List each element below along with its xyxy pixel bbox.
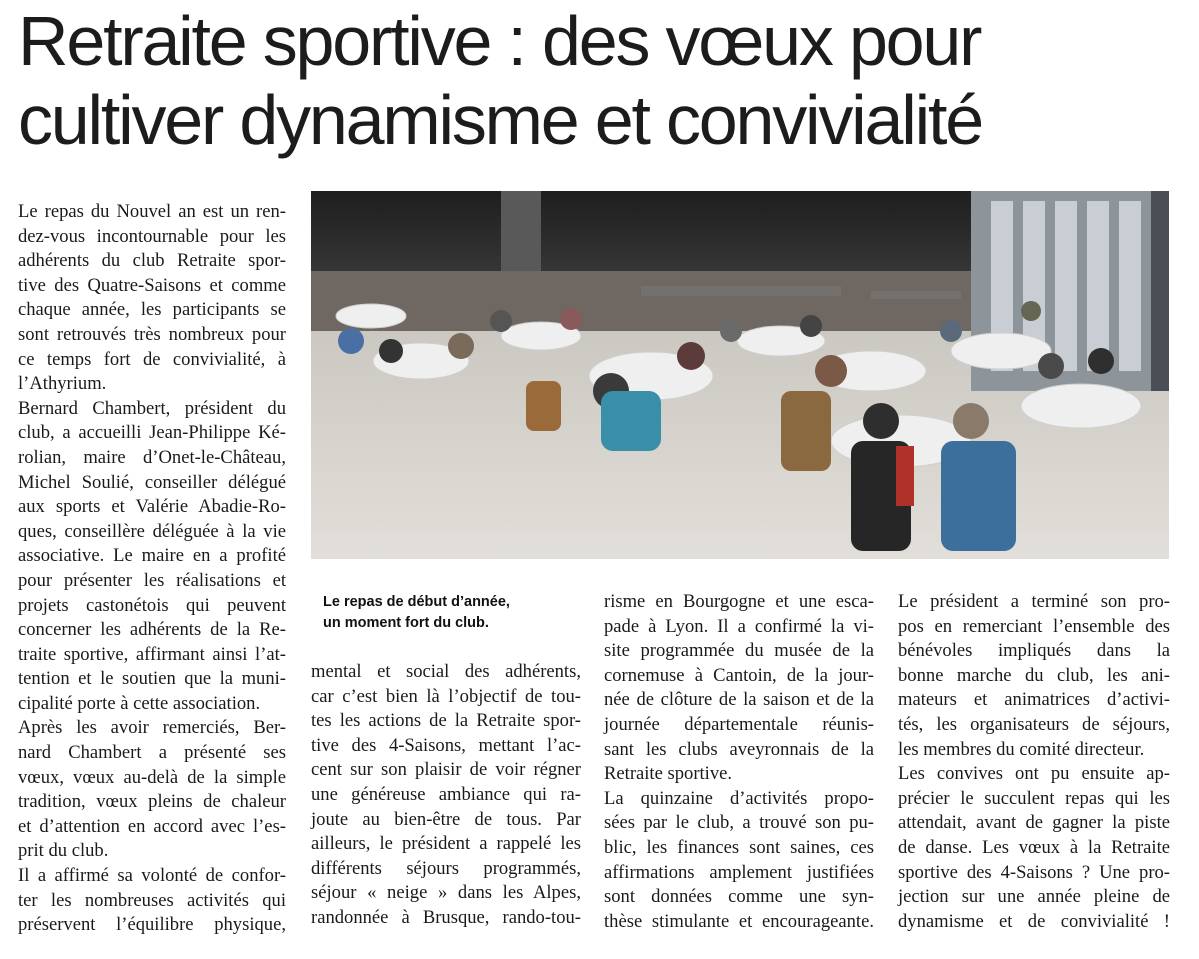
text-line: site programmée du musée de la bbox=[604, 640, 874, 662]
text-line: pade à Lyon. Il a confirmé la vi- bbox=[604, 615, 874, 637]
text-line: journée départementale réunis- bbox=[604, 713, 874, 735]
text-line: ques, conseillère déléguée à la vie bbox=[18, 520, 286, 542]
text-line: les membres du comité directeur. bbox=[898, 738, 1145, 760]
text-line: pos en remerciant l’ensemble des bbox=[898, 615, 1170, 637]
text-line: Les convives ont pu ensuite ap- bbox=[898, 763, 1170, 785]
text-line: vœux, vœux au-delà de la simple bbox=[18, 766, 286, 788]
photo-caption bbox=[323, 592, 583, 634]
text-line: mental et social des adhérents, bbox=[311, 661, 581, 682]
article-column-2 bbox=[311, 660, 581, 931]
headline-line-2: cultiver dynamisme et convivialité bbox=[18, 81, 982, 159]
article-column-1 bbox=[18, 200, 286, 938]
text-line: concerner les adhérents de la Re- bbox=[18, 619, 286, 641]
text-line: ter les nombreuses activités qui bbox=[18, 889, 286, 911]
text-line: associative. Le maire en a profité bbox=[18, 545, 286, 567]
caption-line-2: un moment fort du club. bbox=[323, 615, 489, 631]
text-line: chaque année, les participants se bbox=[18, 299, 286, 321]
headline-line-1: Retraite sportive : des vœux pour bbox=[18, 2, 981, 80]
text-line: joute au bien-être de tous. Par bbox=[311, 808, 581, 830]
text-line: bonne marche du club, les ani- bbox=[898, 664, 1170, 686]
text-line: sont données comme une syn- bbox=[604, 886, 874, 908]
text-line: aux sports et Valérie Abadie-Ro- bbox=[18, 496, 286, 518]
text-line: tradition, vœux pleins de chaleur bbox=[18, 791, 286, 813]
article-column-4 bbox=[898, 590, 1170, 934]
text-line: séjour « neige » dans les Alpes, bbox=[311, 882, 581, 904]
text-line: Après les avoir remerciés, Ber- bbox=[18, 717, 286, 739]
text-line: précier le succulent repas qui les bbox=[898, 787, 1170, 809]
text-line: tes les actions de la Retraite spor- bbox=[311, 710, 581, 732]
text-line: La quinzaine d’activités propo- bbox=[604, 787, 874, 809]
text-line: dez-vous incontournable pour les bbox=[18, 225, 286, 247]
text-line: Il a affirmé sa volonté de confor- bbox=[18, 865, 286, 887]
text-line: Bernard Chambert, président du bbox=[18, 397, 286, 419]
text-line: sant les clubs aveyronnais de la bbox=[604, 738, 874, 760]
headline bbox=[18, 2, 1188, 160]
text-line: dynamisme et de convivialité ! bbox=[898, 910, 1170, 932]
text-line: ailleurs, le président a rappelé les bbox=[311, 833, 581, 855]
text-line: l’Athyrium. bbox=[18, 373, 107, 395]
text-line: nard Chambert a présenté ses bbox=[18, 742, 286, 764]
caption-line-1: Le repas de début d’année, bbox=[323, 594, 510, 610]
text-line: risme en Bourgogne et une esca- bbox=[604, 591, 874, 612]
text-line: sont retrouvés très nombreux pour bbox=[18, 323, 286, 345]
text-line: tés, les organisateurs de séjours, bbox=[898, 713, 1170, 735]
text-line: projets castonétois qui peuvent bbox=[18, 594, 286, 616]
text-line: ce temps fort de convivialité, à bbox=[18, 348, 286, 370]
article-photo bbox=[311, 191, 1169, 559]
text-line: affirmations amplement justifiées bbox=[604, 861, 874, 883]
text-line: tive des Quatre-Saisons et comme bbox=[18, 274, 286, 296]
text-line: Retraite sportive. bbox=[604, 763, 733, 785]
text-line: traite sportive, affirmant ainsi l’at- bbox=[18, 643, 286, 665]
article-column-3 bbox=[604, 590, 874, 934]
text-line: cipalité porte à cette association. bbox=[18, 692, 261, 714]
text-line: Le repas du Nouvel an est un ren- bbox=[18, 201, 286, 222]
text-line: née de clôture de la saison et de la bbox=[604, 689, 874, 711]
text-line: tention et le soutien que la muni- bbox=[18, 668, 286, 690]
text-line: blic, les finances sont saines, ces bbox=[604, 836, 874, 858]
text-line: prit du club. bbox=[18, 840, 109, 862]
text-line: de danse. Les vœux à la Retraite bbox=[898, 836, 1170, 858]
text-line: préservent l’équilibre physique, bbox=[18, 914, 286, 936]
text-line: Le président a terminé son pro- bbox=[898, 591, 1170, 612]
text-line: mateurs et animatrices d’activi- bbox=[898, 689, 1170, 711]
text-line: club, a accueilli Jean-Philippe Ké- bbox=[18, 422, 286, 444]
text-line: et d’attention en accord avec l’es- bbox=[18, 815, 286, 837]
banquet-hall-image bbox=[311, 191, 1169, 559]
text-line: thèse stimulante et encourageante. bbox=[604, 910, 874, 932]
text-line: différents séjours programmés, bbox=[311, 857, 581, 879]
text-line: Michel Soulié, conseiller délégué bbox=[18, 471, 286, 493]
text-line: cornemuse à Cantoin, de la jour- bbox=[604, 664, 874, 686]
text-line: attendait, avant de gagner la piste bbox=[898, 812, 1170, 834]
text-line: une généreuse ambiance qui ra- bbox=[311, 783, 581, 805]
text-line: adhérents du club Retraite spor- bbox=[18, 250, 286, 272]
text-line: rolian, maire d’Onet-le-Château, bbox=[18, 446, 286, 468]
text-line: sportive des 4-Saisons ? Une pro- bbox=[898, 861, 1170, 883]
text-line: pour présenter les réalisations et bbox=[18, 569, 286, 591]
text-line: bénévoles impliqués dans la bbox=[898, 640, 1170, 662]
text-line: sées par le club, a trouvé son pu- bbox=[604, 812, 874, 834]
text-line: car c’est bien là l’objectif de tou- bbox=[311, 685, 581, 707]
text-line: cent sur son plaisir de voir régner bbox=[311, 759, 581, 781]
text-line: jection sur une année pleine de bbox=[898, 886, 1170, 908]
text-line: randonnée à Brusque, rando-tou- bbox=[311, 906, 581, 928]
text-line: tive des 4-Saisons, mettant l’ac- bbox=[311, 734, 581, 756]
